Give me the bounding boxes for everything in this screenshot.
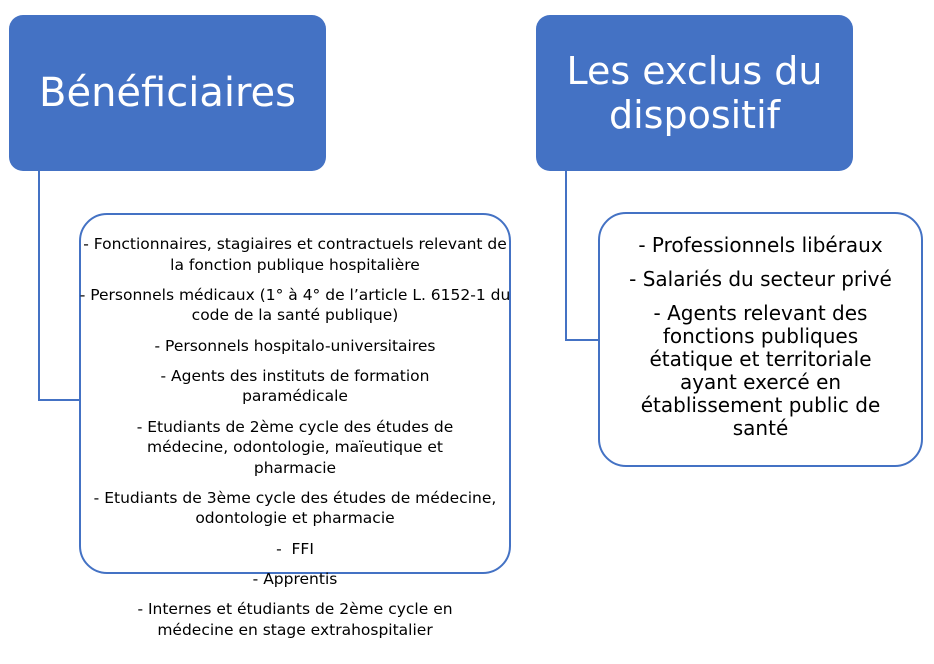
exclus-list bbox=[598, 234, 923, 451]
exclus-title: Les exclus du dispositif bbox=[566, 49, 823, 137]
beneficiaires-list-item: - Agents des instituts de formation paramédicale bbox=[160, 366, 430, 406]
beneficiaires-list-item: - Apprentis bbox=[252, 570, 338, 589]
beneficiaires-list-item: - Etudiants de 2ème cycle des études de médecine, odontologie, maïeutique et pharmacie bbox=[136, 417, 454, 477]
connector-left-vertical bbox=[38, 171, 40, 401]
beneficiaires-list-item: - Etudiants de 3ème cycle des études de médecine, odontologie et pharmacie bbox=[93, 488, 497, 528]
exclus-list-item: - Professionnels libéraux bbox=[638, 233, 883, 257]
beneficiaires-list-item: - Personnels médicaux (1° à 4° de l’article L. 6152-1 du code de la santé publique) bbox=[79, 285, 511, 325]
connector-right-vertical bbox=[565, 171, 567, 341]
beneficiaires-list-item: - FFI bbox=[276, 539, 314, 558]
beneficiaires-list-item: - Personnels hospitalo-universitaires bbox=[154, 336, 436, 355]
connector-left-horizontal bbox=[38, 399, 80, 401]
beneficiaires-title: Bénéficiaires bbox=[39, 70, 296, 116]
exclus-header-box bbox=[536, 15, 853, 171]
beneficiaires-list bbox=[79, 234, 511, 650]
connector-right-horizontal bbox=[565, 339, 599, 341]
beneficiaires-list-item: - Fonctionnaires, stagiaires et contractuels relevant de la fonction publique hospitalière bbox=[83, 235, 507, 274]
beneficiaires-header-box bbox=[9, 15, 326, 171]
beneficiaires-list-item: - Internes et étudiants de 2ème cycle en médecine en stage extrahospitalier bbox=[137, 600, 453, 639]
exclus-list-item: - Agents relevant des fonctions publiques étatique et territoriale ayant exercé en établissement public de santé bbox=[640, 301, 881, 440]
exclus-list-item: - Salariés du secteur privé bbox=[629, 267, 892, 291]
